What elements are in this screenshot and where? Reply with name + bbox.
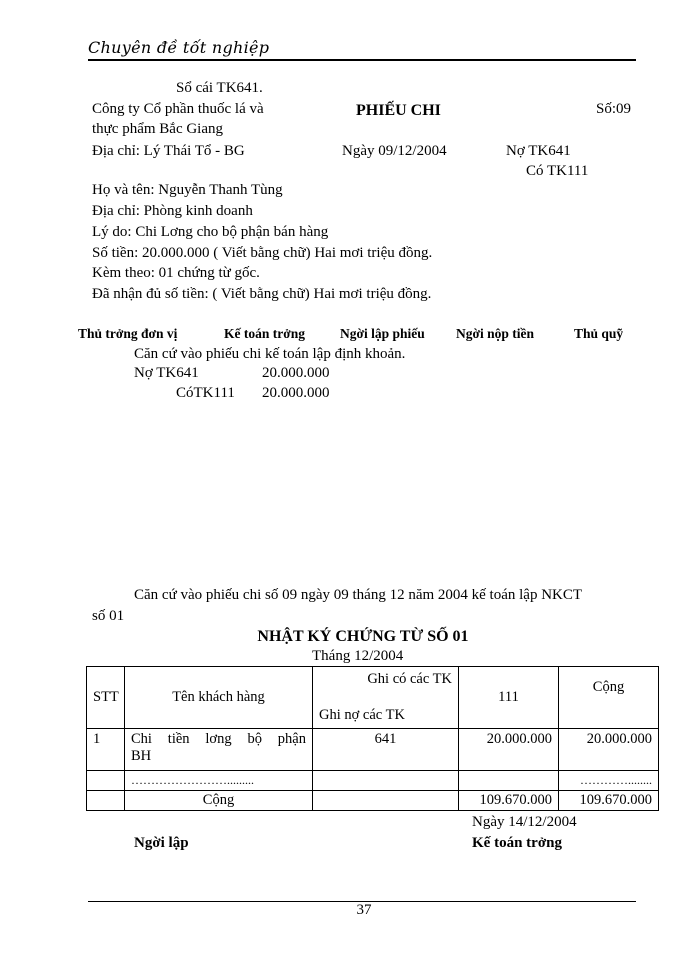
row1-stt: 1	[87, 729, 125, 771]
header-debit-accounts: Ghi nợ các TK	[319, 707, 405, 723]
signature-chief-accountant: Kế toán trởng	[224, 326, 305, 341]
dots-amount	[459, 771, 559, 791]
signature-payer: Ngời nộp tiền	[456, 326, 534, 341]
journal-total-row	[87, 791, 659, 811]
total-stt	[87, 791, 125, 811]
journal-header-row	[87, 667, 659, 729]
amount-received: Đã nhận đủ số tiền: ( Viết bằng chữ) Hai mơi triệu đồng.	[92, 286, 432, 302]
row1-amount: 20.000.000	[459, 729, 559, 771]
nkct-intro-line1: Căn cứ vào phiếu chi số 09 ngày 09 tháng 12 năm 2004 kế toán lập NKCT	[134, 587, 583, 603]
journal-month: Tháng 12/2004	[312, 648, 404, 664]
row1-total: 20.000.000	[559, 729, 659, 771]
footer-chief-accountant: Kế toán trởng	[472, 835, 562, 851]
total-grand: 109.670.000	[559, 791, 659, 811]
page-number: 37	[356, 902, 372, 918]
dots-name: …………………….........	[125, 771, 313, 791]
voucher-title: PHIẾU CHI	[356, 102, 441, 119]
signature-preparer: Ngời lập phiếu	[340, 326, 425, 341]
total-account	[313, 791, 459, 811]
payee-address: Địa chỉ: Phòng kinh doanh	[92, 203, 253, 219]
dots-account	[313, 771, 459, 791]
page-header-title: Chuyên đề tốt nghiệp	[88, 38, 270, 57]
entry-debit-amount: 20.000.000	[262, 365, 330, 381]
nkct-intro-line2: số 01	[92, 608, 125, 624]
voucher-credit-account: Có TK111	[526, 163, 589, 179]
header-total: Cộng	[559, 667, 659, 729]
journal-title: NHẬT KÝ CHỨNG TỪ SỐ 01	[257, 628, 469, 645]
voucher-debit-account: Nợ TK641	[506, 143, 571, 159]
header-rule	[88, 59, 636, 61]
header-stt: STT	[87, 667, 125, 729]
signature-cashier: Thủ quỹ	[574, 326, 624, 341]
total-label: Cộng	[125, 791, 313, 811]
attached-documents: Kèm theo: 01 chứng từ gốc.	[92, 265, 260, 281]
signature-director: Thủ trởng đơn vị	[78, 326, 178, 341]
company-name-line2: thực phẩm Bắc Giang	[92, 121, 224, 137]
header-account-111: 111	[459, 667, 559, 729]
payee-name: Họ và tên: Nguyễn Thanh Tùng	[92, 182, 283, 198]
voucher-number: Số:09	[596, 101, 632, 117]
row1-name-line1: Chi tiền lơng bộ phận	[131, 731, 306, 747]
voucher-date: Ngày 09/12/2004	[342, 143, 447, 159]
footer-date: Ngày 14/12/2004	[472, 814, 577, 830]
row1-name-line2: BH	[131, 748, 152, 764]
header-credit-accounts: Ghi có các TK	[367, 671, 452, 687]
entry-credit-amount: 20.000.000	[262, 385, 330, 401]
entry-credit-label: CóTK111	[176, 385, 235, 401]
row1-name	[125, 729, 313, 771]
header-customer: Tên khách hàng	[125, 667, 313, 729]
row1-account: 641	[313, 729, 459, 771]
table-row	[87, 729, 659, 771]
dots-total: …………........	[559, 771, 659, 791]
ledger-reference: Sổ cái TK641.	[176, 80, 263, 96]
journal-table	[86, 666, 659, 811]
dots-stt	[87, 771, 125, 791]
header-account-cell	[313, 667, 459, 729]
company-name-line1: Công ty Cổ phần thuốc lá và	[92, 101, 264, 117]
total-amount: 109.670.000	[459, 791, 559, 811]
company-address: Địa chỉ: Lý Thái Tổ - BG	[92, 143, 245, 159]
entry-debit-label: Nợ TK641	[134, 365, 199, 381]
table-row	[87, 771, 659, 791]
payment-amount: Số tiền: 20.000.000 ( Viết bằng chữ) Hai mơi triệu đồng.	[92, 245, 433, 261]
entry-intro: Căn cứ vào phiếu chi kế toán lập định khoản.	[134, 346, 406, 362]
payment-reason: Lý do: Chi Lơng cho bộ phận bán hàng	[92, 224, 329, 240]
footer-preparer: Ngời lập	[134, 835, 189, 851]
